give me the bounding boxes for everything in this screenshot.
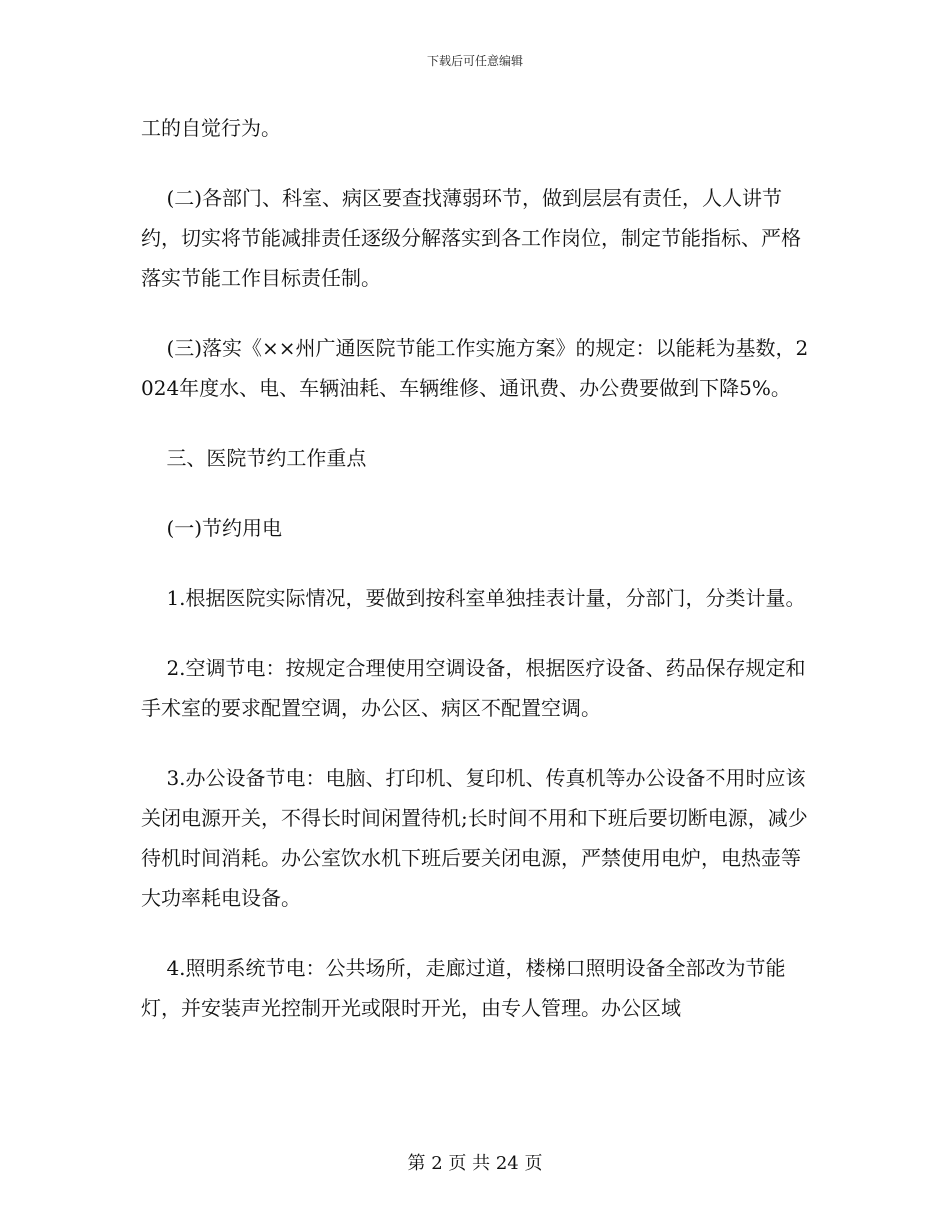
paragraph-continuation: 工的自觉行为。 <box>141 116 281 140</box>
paragraph-item-1: 1.根据医院实际情况，要做到按科室单独挂表计量，分部门，分类计量。 <box>141 586 806 610</box>
subsection-heading-electricity: (一)节约用电 <box>141 516 283 540</box>
page-number-footer: 第 2 页 共 24 页 <box>407 1153 543 1174</box>
paragraph-section-2-item-2: (二)各部门、科室、病区要查找薄弱环节，做到层层有责任，人人讲节约，切实将节能减排责任逐级分解落实到各工作岗位，制定节能指标、严格落实节能工作目标责任制。 <box>141 186 801 290</box>
page-header: 下载后可任意编辑 <box>426 54 523 68</box>
paragraph-item-3: 3.办公设备节电：电脑、打印机、复印机、传真机等办公设备不用时应该关闭电源开关，不得长时间闲置待机;长时间不用和下班后要切断电源，减少待机时间消耗。办公室饮水机下班后要关闭电源，严禁使用电炉，电热壶等大功率耗电设备。 <box>141 766 808 910</box>
paragraph-section-2-item-3: (三)落实《××州广通医院节能工作实施方案》的规定：以能耗为基数，2024年度水、电、车辆油耗、车辆维修、通讯费、办公费要做到下降5%。 <box>141 336 809 400</box>
paragraph-item-4: 4.照明系统节电：公共场所，走廊过道，楼梯口照明设备全部改为节能灯，并安装声光控制开光或限时开光，由专人管理。办公区域 <box>141 956 786 1020</box>
paragraph-item-2: 2.空调节电：按规定合理使用空调设备，根据医疗设备、药品保存规定和手术室的要求配置空调，办公区、病区不配置空调。 <box>141 656 806 720</box>
document-body <box>141 108 809 1028</box>
section-heading-3: 三、医院节约工作重点 <box>141 446 367 470</box>
